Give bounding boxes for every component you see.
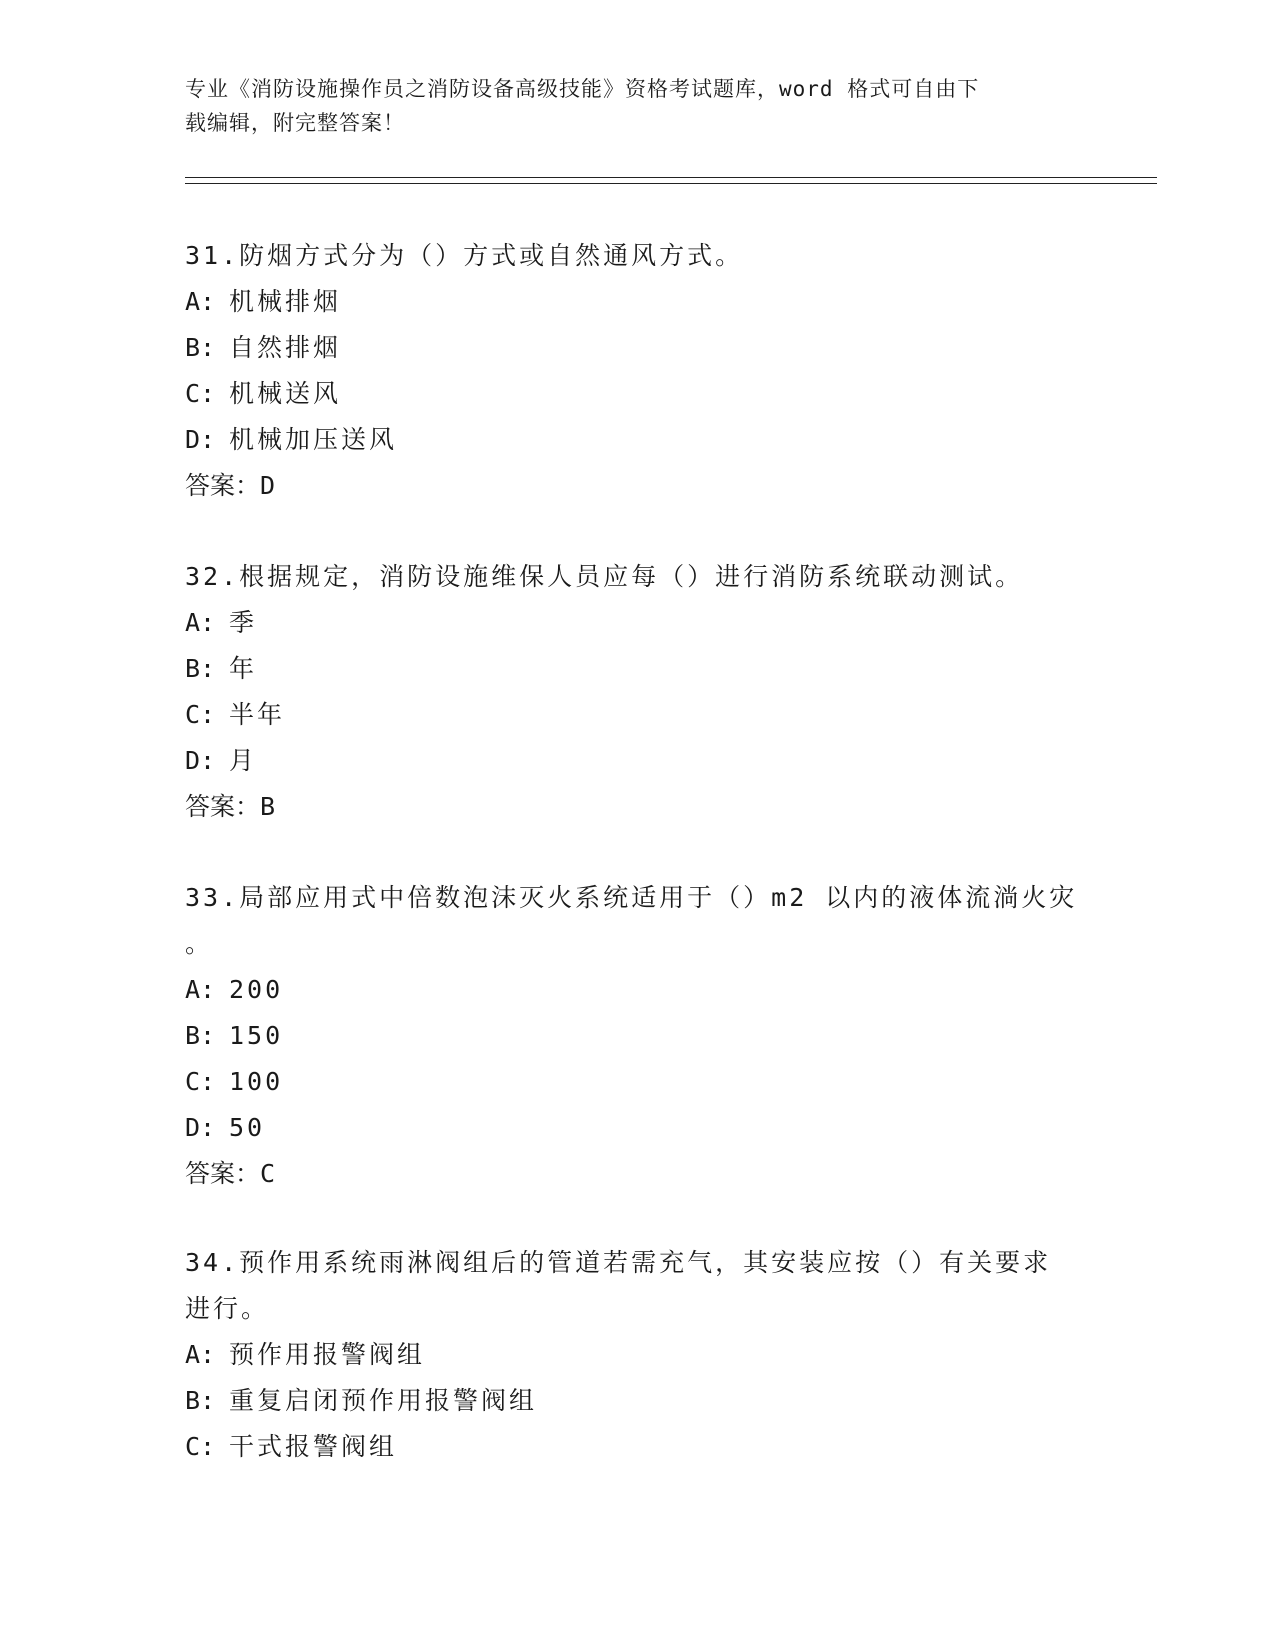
option-b <box>185 1378 1085 1424</box>
option-text: 50 <box>229 1113 266 1142</box>
header-line-1: 专业《消防设施操作员之消防设备高级技能》资格考试题库，word 格式可自由下 <box>185 77 980 101</box>
option-text: 干式报警阀组 <box>229 1432 398 1461</box>
option-b <box>185 325 1085 371</box>
answer-label: 答案： <box>185 1159 261 1188</box>
option-letter: D: <box>185 746 216 775</box>
option-text: 150 <box>229 1021 284 1050</box>
option-a <box>185 279 1085 325</box>
option-letter: C: <box>185 379 216 408</box>
option-letter: D: <box>185 1113 216 1142</box>
header-divider-bottom <box>185 183 1157 184</box>
question-34 <box>185 1240 1085 1470</box>
option-text: 季 <box>229 608 258 637</box>
option-letter: B: <box>185 1021 216 1050</box>
option-letter: B: <box>185 1386 216 1415</box>
question-stem-continuation: 进行。 <box>185 1294 270 1323</box>
header-line-2: 载编辑，附完整答案！ <box>185 111 405 135</box>
option-letter: B: <box>185 654 216 683</box>
answer-line <box>185 1151 1085 1197</box>
answer-label: 答案： <box>185 471 261 500</box>
option-text: 100 <box>229 1067 284 1096</box>
option-text: 200 <box>229 975 284 1004</box>
answer-value: B <box>260 792 276 821</box>
option-c <box>185 1059 1085 1105</box>
option-letter: A: <box>185 975 216 1004</box>
option-letter: A: <box>185 608 216 637</box>
option-a <box>185 967 1085 1013</box>
option-d <box>185 738 1085 784</box>
question-32 <box>185 554 1085 830</box>
question-stem: 33.局部应用式中倍数泡沫灭火系统适用于（）m2 以内的液体流淌火灾 <box>185 883 1078 912</box>
question-stem-continuation: 。 <box>185 929 214 958</box>
option-text: 机械加压送风 <box>229 425 398 454</box>
option-text: 预作用报警阀组 <box>229 1340 426 1369</box>
answer-line <box>185 784 1085 830</box>
option-text: 半年 <box>229 700 286 729</box>
question-stem: 31.防烟方式分为（）方式或自然通风方式。 <box>185 241 744 270</box>
option-letter: A: <box>185 287 216 316</box>
answer-value: D <box>260 471 276 500</box>
option-a <box>185 1332 1085 1378</box>
header-divider-top <box>185 177 1157 178</box>
option-letter: A: <box>185 1340 216 1369</box>
option-a <box>185 600 1085 646</box>
option-letter: B: <box>185 333 216 362</box>
option-text: 年 <box>229 654 258 683</box>
option-letter: C: <box>185 1432 216 1461</box>
answer-value: C <box>260 1159 276 1188</box>
option-text: 机械送风 <box>229 379 342 408</box>
option-d <box>185 417 1085 463</box>
option-text: 机械排烟 <box>229 287 342 316</box>
option-text: 自然排烟 <box>229 333 342 362</box>
question-31 <box>185 233 1085 509</box>
option-letter: C: <box>185 700 216 729</box>
option-c <box>185 371 1085 417</box>
question-33 <box>185 875 1085 1197</box>
option-text: 月 <box>229 746 258 775</box>
answer-label: 答案： <box>185 792 261 821</box>
option-b <box>185 646 1085 692</box>
option-c <box>185 1424 1085 1470</box>
option-d <box>185 1105 1085 1151</box>
answer-line <box>185 463 1085 509</box>
option-letter: D: <box>185 425 216 454</box>
option-b <box>185 1013 1085 1059</box>
question-stem: 34.预作用系统雨淋阀组后的管道若需充气，其安装应按（）有关要求 <box>185 1248 1052 1277</box>
option-letter: C: <box>185 1067 216 1096</box>
option-c <box>185 692 1085 738</box>
question-stem: 32.根据规定，消防设施维保人员应每（）进行消防系统联动测试。 <box>185 562 1024 591</box>
option-text: 重复启闭预作用报警阀组 <box>229 1386 538 1415</box>
document-header <box>185 72 1065 140</box>
